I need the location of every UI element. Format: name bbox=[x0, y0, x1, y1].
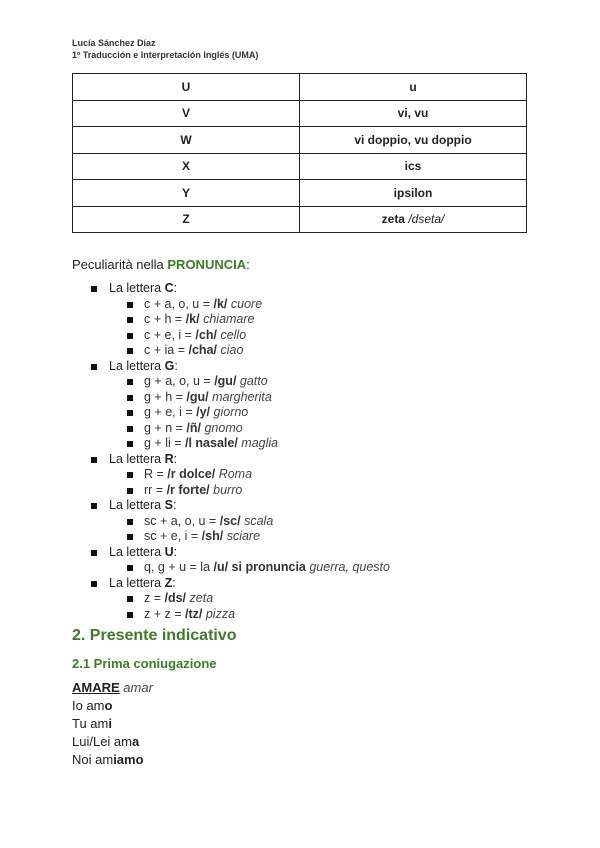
letter-label: La lettera bbox=[109, 498, 165, 512]
form-stem: Io am bbox=[72, 698, 105, 713]
rule-sound: /u/ si pronuncia bbox=[213, 560, 306, 574]
letter-name: vi, vu bbox=[397, 106, 429, 121]
table-row bbox=[73, 127, 527, 154]
square-bullet-icon bbox=[127, 534, 133, 540]
rule-example: scala bbox=[244, 513, 274, 528]
rule-text: c + h = bbox=[144, 312, 186, 326]
list-item-letter bbox=[72, 281, 390, 297]
square-bullet-icon bbox=[91, 550, 97, 556]
square-bullet-icon bbox=[127, 317, 133, 323]
rule-example: zeta bbox=[189, 591, 214, 605]
square-bullet-icon bbox=[127, 410, 133, 416]
square-bullet-icon bbox=[127, 596, 133, 602]
conjugation-form bbox=[72, 715, 153, 733]
verb-translation: amar bbox=[123, 680, 153, 695]
square-bullet-icon bbox=[91, 503, 97, 509]
list-item-rule bbox=[72, 483, 390, 499]
form-ending: iamo bbox=[113, 752, 144, 767]
name-cell bbox=[300, 74, 527, 101]
rule-sound: /gu/ bbox=[214, 374, 237, 388]
list-item-rule bbox=[72, 591, 390, 607]
letter-highlight: G bbox=[164, 358, 175, 373]
rule-text: g + a, o, u = bbox=[144, 374, 215, 388]
name-cell bbox=[300, 100, 527, 127]
rule-sound: /k/ bbox=[185, 312, 200, 326]
conjugation-forms bbox=[72, 697, 153, 769]
rule-example: giorno bbox=[213, 405, 249, 419]
conjugation-form bbox=[72, 733, 153, 751]
rule-text: g + n = bbox=[144, 420, 187, 435]
square-bullet-icon bbox=[127, 612, 133, 618]
rule-example: maglia bbox=[241, 436, 279, 450]
colon: : bbox=[172, 575, 176, 590]
rule-sound: /sc/ bbox=[219, 513, 241, 528]
square-bullet-icon bbox=[91, 364, 97, 370]
list-item-letter bbox=[72, 498, 390, 514]
list-item-rule bbox=[72, 560, 390, 576]
colon: : bbox=[173, 544, 178, 559]
list-item-rule bbox=[72, 374, 390, 390]
rule-text: R = bbox=[144, 467, 168, 481]
rule-text: sc + a, o, u = bbox=[144, 513, 220, 528]
square-bullet-icon bbox=[127, 565, 133, 571]
list-item-rule bbox=[72, 514, 390, 530]
square-bullet-icon bbox=[91, 457, 97, 463]
rule-sound: /ds/ bbox=[164, 591, 187, 605]
letter-cell: W bbox=[73, 127, 300, 154]
rule-text: q, g + u = la bbox=[144, 560, 214, 574]
rule-example: gatto bbox=[239, 374, 268, 388]
rule-example: ciao bbox=[220, 343, 244, 357]
letter-label: La lettera bbox=[109, 358, 165, 373]
list-item-rule bbox=[72, 421, 390, 437]
verb-line bbox=[72, 679, 153, 697]
list-item-letter bbox=[72, 452, 390, 468]
name-cell bbox=[300, 127, 527, 154]
colon: : bbox=[173, 451, 178, 466]
list-item-rule bbox=[72, 436, 390, 452]
letter-cell: V bbox=[73, 100, 300, 127]
name-cell bbox=[300, 180, 527, 207]
rule-text: c + e, i = bbox=[144, 327, 196, 342]
letter-name: zeta bbox=[381, 212, 405, 227]
rule-example: burro bbox=[213, 482, 243, 497]
table-row bbox=[73, 153, 527, 180]
document-header bbox=[72, 37, 258, 61]
square-bullet-icon bbox=[127, 441, 133, 447]
rule-example: margherita bbox=[212, 389, 272, 404]
rule-text: z + z = bbox=[144, 606, 185, 621]
conjugation-form bbox=[72, 751, 153, 769]
letter-name: u bbox=[409, 79, 417, 94]
rule-sound: /tz/ bbox=[185, 606, 203, 621]
rule-example: Roma bbox=[218, 467, 253, 481]
list-item-letter bbox=[72, 545, 390, 561]
square-bullet-icon bbox=[127, 426, 133, 432]
square-bullet-icon bbox=[127, 302, 133, 308]
form-stem: Noi am bbox=[72, 752, 114, 767]
square-bullet-icon bbox=[127, 488, 133, 494]
letter-name: vi doppio, vu doppio bbox=[354, 132, 472, 147]
name-cell bbox=[300, 206, 527, 233]
rule-sound: /gu/ bbox=[186, 389, 209, 404]
letter-label: La lettera bbox=[109, 575, 165, 590]
list-item-letter bbox=[72, 576, 390, 592]
square-bullet-icon bbox=[127, 379, 133, 385]
table-row bbox=[73, 206, 527, 233]
list-item-rule bbox=[72, 390, 390, 406]
rule-sound: /ch/ bbox=[195, 327, 217, 342]
square-bullet-icon bbox=[127, 519, 133, 525]
conjugation-block bbox=[72, 679, 153, 769]
rule-example: gnomo bbox=[204, 420, 243, 435]
square-bullet-icon bbox=[91, 286, 97, 292]
rule-example: pizza bbox=[205, 606, 236, 621]
verb-infinitive: AMARE bbox=[72, 680, 120, 695]
rule-text: c + ia = bbox=[144, 343, 189, 357]
colon: : bbox=[172, 498, 177, 512]
form-ending: i bbox=[108, 716, 112, 731]
table-row bbox=[73, 100, 527, 127]
letter-cell: Z bbox=[73, 206, 300, 233]
rule-example: cuore bbox=[230, 296, 263, 311]
form-stem: Tu am bbox=[72, 716, 109, 731]
subsection-title: 2.1 Prima coniugazione bbox=[72, 656, 217, 671]
letter-cell: X bbox=[73, 153, 300, 180]
letter-highlight: R bbox=[164, 451, 174, 466]
intro-colon: : bbox=[246, 257, 250, 272]
intro-text: Peculiarità nella bbox=[72, 257, 168, 272]
rule-example: guerra, questo bbox=[309, 560, 390, 574]
table-row bbox=[73, 180, 527, 207]
list-item-rule bbox=[72, 328, 390, 344]
letter-cell: Y bbox=[73, 180, 300, 207]
letter-highlight: Z bbox=[164, 575, 173, 590]
square-bullet-icon bbox=[91, 581, 97, 587]
letter-highlight: C bbox=[164, 281, 174, 295]
rule-sound: /cha/ bbox=[188, 343, 217, 357]
rule-sound: /k/ bbox=[213, 296, 228, 311]
rule-text: sc + e, i = bbox=[144, 529, 202, 543]
list-item-rule bbox=[72, 343, 390, 359]
letter-name: ipsilon bbox=[393, 185, 433, 200]
form-ending: o bbox=[104, 698, 113, 713]
course-name: 1º Traducción e Interpretación Inglés (UMA) bbox=[72, 50, 259, 60]
rule-text: z = bbox=[144, 591, 165, 605]
letter-highlight: U bbox=[164, 544, 174, 559]
rule-sound: /r dolce/ bbox=[167, 467, 216, 481]
list-item-rule bbox=[72, 297, 390, 313]
list-item-rule bbox=[72, 312, 390, 328]
list-item-rule bbox=[72, 607, 390, 623]
author-name: Lucía Sánchez Díaz bbox=[72, 38, 156, 48]
rule-sound: /sh/ bbox=[201, 529, 224, 543]
list-item-letter bbox=[72, 359, 390, 375]
rule-text: g + li = bbox=[144, 436, 185, 450]
conjugation-form bbox=[72, 697, 153, 715]
rule-text: g + h = bbox=[144, 389, 187, 404]
pronuncia-intro bbox=[72, 257, 250, 272]
table-row bbox=[73, 74, 527, 101]
rule-text: rr = bbox=[144, 482, 167, 497]
letter-label: La lettera bbox=[109, 544, 165, 559]
rule-sound: /y/ bbox=[196, 405, 211, 419]
pronuncia-list bbox=[72, 281, 390, 622]
rule-example: cello bbox=[220, 327, 247, 342]
square-bullet-icon bbox=[127, 472, 133, 478]
intro-highlight: PRONUNCIA bbox=[167, 257, 247, 272]
name-cell bbox=[300, 153, 527, 180]
square-bullet-icon bbox=[127, 333, 133, 339]
square-bullet-icon bbox=[127, 395, 133, 401]
letter-label: La lettera bbox=[109, 281, 165, 295]
list-item-rule bbox=[72, 529, 390, 545]
section-title: 2. Presente indicativo bbox=[72, 627, 237, 644]
rule-text: c + a, o, u = bbox=[144, 296, 214, 311]
letter-label: La lettera bbox=[109, 451, 165, 466]
letter-name: ics bbox=[404, 159, 422, 174]
letter-pronunciation: /dseta/ bbox=[408, 212, 445, 227]
letter-cell: U bbox=[73, 74, 300, 101]
list-item-rule bbox=[72, 467, 390, 483]
form-stem: Lui/Lei am bbox=[72, 734, 132, 749]
rule-sound: /ñ/ bbox=[186, 420, 201, 435]
alphabet-table bbox=[72, 73, 527, 233]
colon: : bbox=[173, 281, 178, 295]
rule-text: g + e, i = bbox=[144, 405, 197, 419]
form-ending: a bbox=[131, 734, 140, 749]
rule-example: chiamare bbox=[203, 312, 255, 326]
colon: : bbox=[174, 358, 178, 373]
square-bullet-icon bbox=[127, 348, 133, 354]
list-item-rule bbox=[72, 405, 390, 421]
rule-sound: /l nasale/ bbox=[185, 436, 238, 450]
rule-sound: /r forte/ bbox=[166, 482, 210, 497]
letter-highlight: S bbox=[164, 498, 173, 512]
rule-example: sciare bbox=[226, 529, 261, 543]
